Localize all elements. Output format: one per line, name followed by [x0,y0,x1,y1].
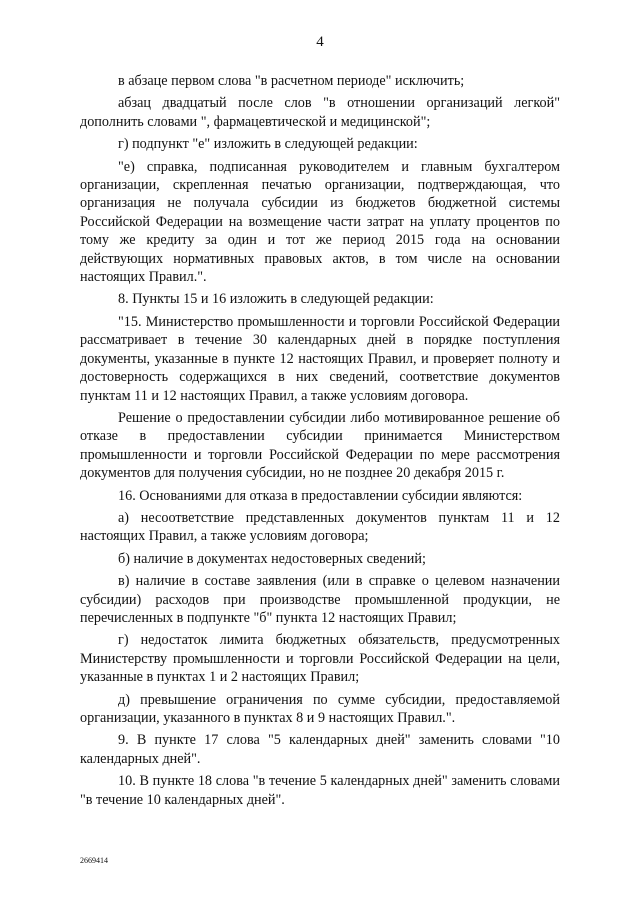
paragraph-7: Решение о предоставлении субсидии либо мотивированное решение об отказе в предоставлении субсидии принимается Министерством промышленности и торговли Российской Федерации по мере рассмотрения документов для получения субсидии, но не позднее 20 декабря 2015 г. [80,409,560,482]
page-number: 4 [316,34,324,50]
paragraph-3: г) подпункт "е" изложить в следующей редакции: [118,136,418,153]
paragraph-13: д) превышение ограничения по сумме субсидии, предоставляемой организации, указанного в пунктах 8 и 9 настоящих Правил.". [80,691,560,726]
paragraph-9: а) несоответствие представленных документов пунктам 11 и 12 настоящих Правил, а также условиям договора; [80,509,560,545]
paragraph-6: "15. Министерство промышленности и торговли Российской Федерации рассматривает в течение 30 календарных дней в порядке поступления документы, указанные в пункте 12 настоящих Правил, и проверяет полноту и достоверность содержащихся в них сведений, соответствие документов пунктам 11 и 12 настоящих Правил, а также условиям договора. [80,313,560,404]
paragraph-12: г) недостаток лимита бюджетных обязательств, предусмотренных Министерству промышленности и торговли Российской Федерации на цели, указанные в пунктах 1 и 2 настоящих Правил; [80,632,560,686]
paragraph-10: б) наличие в документах недостоверных сведений; [118,550,426,567]
paragraph-4: "е) справка, подписанная руководителем и главным бухгалтером организации, скрепленная печатью организации, подтверждающая, что организация не получала субсидии из бюджетов бюджетной системы Российской Федерации на возмещение части затрат на уплату процентов по тому же кредиту за один и тот же период 2015 года на основании действующих нормативных правовых актов, в том числе на основании настоящих Правил.". [80,158,560,286]
document-body [80,72,560,813]
paragraph-2: абзац двадцатый после слов "в отношении организаций легкой" дополнить словами ", фармацевтической и медицинской"; [80,95,560,130]
paragraph-15: 10. В пункте 18 слова "в течение 5 календарных дней" заменить словами "в течение 10 календарных дней". [80,773,560,808]
document-code: 2669414 [80,856,108,865]
paragraph-1: в абзаце первом слова "в расчетном периоде" исключить; [118,73,465,89]
paragraph-11: в) наличие в составе заявления (или в справке о целевом назначении субсидии) расходов при производстве промышленной продукции, не перечисленных в подпункте "б" пункта 12 настоящих Правил; [80,573,560,626]
paragraph-5: 8. Пункты 15 и 16 изложить в следующей редакции: [118,291,434,308]
paragraph-14: 9. В пункте 17 слова "5 календарных дней" заменить словами "10 календарных дней". [80,732,560,767]
paragraph-8: 16. Основаниями для отказа в предоставлении субсидии являются: [118,487,523,504]
